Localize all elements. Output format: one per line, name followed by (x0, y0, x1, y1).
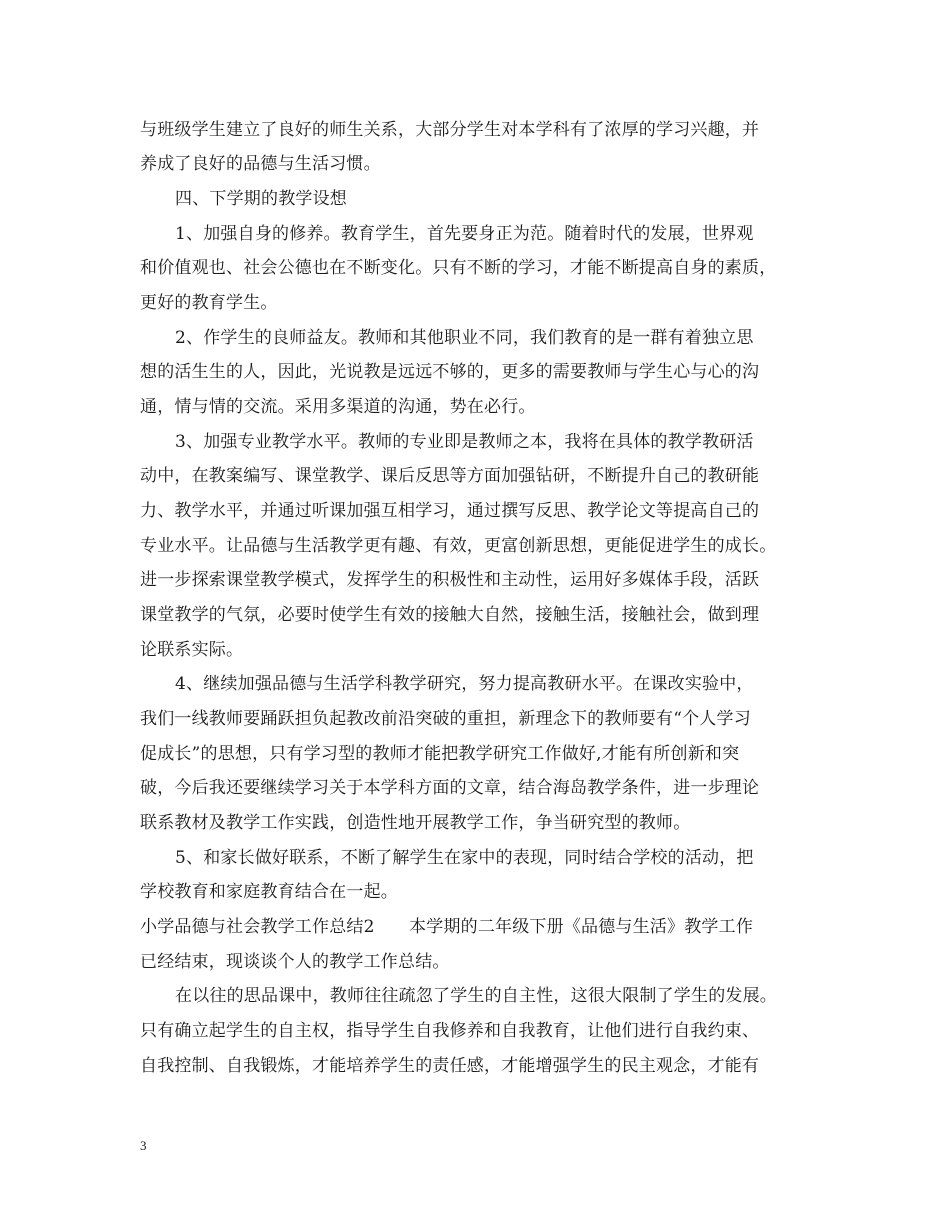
text-line: 更好的教育学生。 (140, 293, 278, 313)
text-line: 已经结束，现谈谈个人的教学工作总结。 (140, 952, 450, 972)
text-line: 自我控制、自我锻炼，才能培养学生的责任感，才能增强学生的民主观念，才能有 (140, 1056, 760, 1076)
text-line: 通，情与情的交流。采用多渠道的沟通，势在必行。 (140, 397, 536, 417)
text-line: 课堂教学的气氛，必要时使学生有效的接触大自然，接触生活，接触社会，做到理 (140, 605, 760, 625)
text-line: 和价值观也、社会公德也在不断变化。只有不断的学习，才能不断提高自身的素质， (140, 258, 777, 278)
text-line: 促成长”的思想，只有学习型的教师才能把教学研究工作做好,才能有所创新和突 (140, 744, 740, 764)
article-title-line: 小学品德与社会教学工作总结2 本学期的二年级下册《品德与生活》教学工作 (140, 917, 754, 937)
text-line: 养成了良好的品德与生活习惯。 (140, 154, 381, 174)
page-number: 3 (140, 1138, 147, 1153)
text-line: 动中，在教案编写、课堂教学、课后反思等方面加强钻研，不断提升自己的教研能 (140, 466, 760, 486)
text-line: 联系教材及教学工作实践，创造性地开展教学工作，争当研究型的教师。 (140, 813, 691, 833)
text-line: 3、加强专业教学水平。教师的专业即是教师之本，我将在具体的教学教研活 (175, 432, 754, 452)
text-line: 破，今后我还要继续学习关于本学科方面的文章，结合海岛教学条件，进一步理论 (140, 778, 760, 798)
text-line: 专业水平。让品德与生活教学更有趣、有效，更富创新思想，更能促进学生的成长。 (140, 536, 777, 556)
text-line: 论联系实际。 (140, 640, 244, 660)
text-line: 想的活生生的人，因此，光说教是远远不够的，更多的需要教师与学生心与心的沟 (140, 362, 760, 382)
text-line: 我们一线教师要踊跃担负起教改前沿突破的重担，新理念下的教师要有“个人学习 (140, 709, 751, 729)
text-line: 4、继续加强品德与生活学科教学研究，努力提高教研水平。在课改实验中， (175, 674, 754, 694)
section-heading: 四、下学期的教学设想 (175, 189, 347, 209)
text-line: 进一步探索课堂教学模式，发挥学生的积极性和主动性，运用好多媒体手段，活跃 (140, 570, 760, 590)
text-line: 在以往的思品课中，教师往往疏忽了学生的自主性，这很大限制了学生的发展。 (175, 986, 777, 1006)
text-line: 与班级学生建立了良好的师生关系，大部分学生对本学科有了浓厚的学习兴趣，并 (140, 120, 760, 140)
text-line: 1、加强自身的修养。教育学生，首先要身正为范。随着时代的发展，世界观 (175, 224, 754, 244)
text-line: 学校教育和家庭教育结合在一起。 (140, 882, 398, 902)
text-line: 力、教学水平，并通过听课加强互相学习，通过撰写反思、教学论文等提高自己的 (140, 501, 760, 521)
text-line: 只有确立起学生的自主权，指导学生自我修养和自我教育，让他们进行自我约束、 (140, 1021, 760, 1041)
text-line: 2、作学生的良师益友。教师和其他职业不同，我们教育的是一群有着独立思 (175, 328, 754, 348)
text-line: 5、和家长做好联系，不断了解学生在家中的表现，同时结合学校的活动，把 (175, 848, 754, 868)
